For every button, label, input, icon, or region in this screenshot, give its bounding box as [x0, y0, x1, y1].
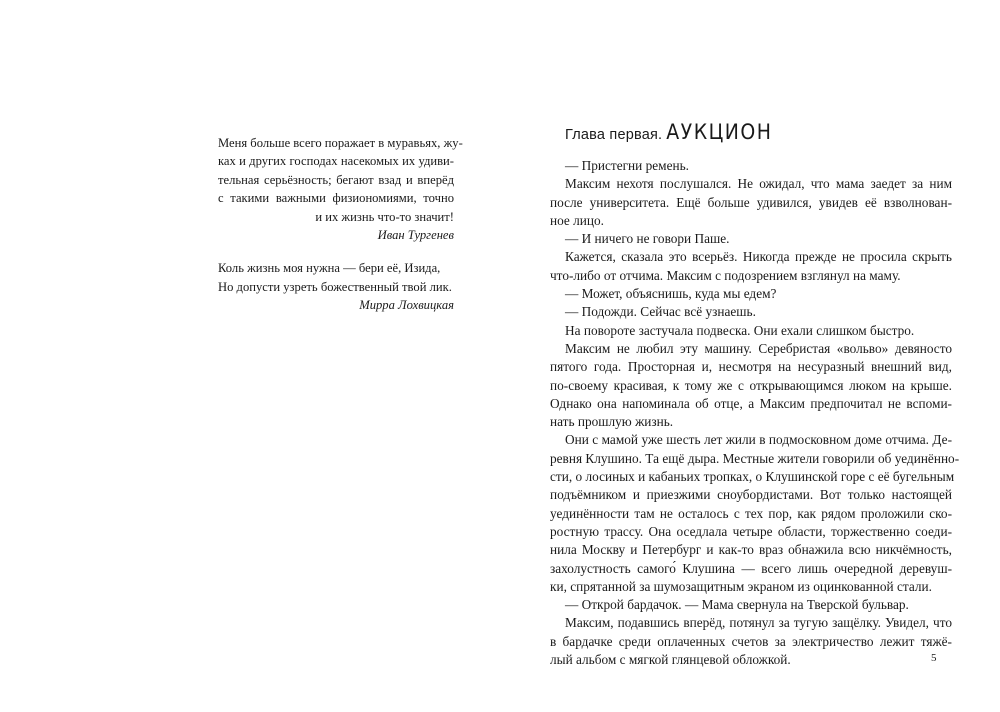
epigraph-line: Но допусти узреть божественный твой лик.	[218, 279, 452, 294]
text-line: Максим, подавшись вперёд, потянул за тугую защёлку. Увидел, что	[565, 615, 952, 631]
epigraph-spacer	[218, 244, 454, 259]
epigraph-line: ках и других господах насекомых их удиви-	[218, 154, 454, 169]
text-line: ростную трассу. Она оседлала четыре области, торжественно соеди-	[550, 523, 952, 539]
text-line: ки, спрятанной за шумозащитным экраном из оцинкованной стали.	[550, 578, 932, 594]
chapter-text	[550, 157, 960, 669]
text-line: — Открой бардачок. — Мама свернула на Тверской бульвар.	[565, 597, 909, 613]
chapter-prefix: Глава первая.	[565, 127, 663, 143]
epigraph-line: и их жизнь что-то значит!	[315, 209, 454, 224]
epigraph-turgenev	[218, 134, 463, 244]
text-line: нила Москву и Петербург и как-то враз обнажила всю никчёмность,	[550, 542, 952, 558]
text-line: Они с мамой уже шесть лет жили в подмосковном доме отчима. Де-	[565, 432, 952, 448]
epigraph-author: Мирра Лохвицкая	[359, 298, 454, 313]
epigraph-line: Меня больше всего поражает в муравьях, жу-	[218, 136, 463, 150]
text-line: уединённости там не осталось с тех пор, как рядом проложили ско-	[550, 505, 952, 521]
text-line: Максим нехотя послушался. Не ожидал, что мама заедет за ним	[565, 176, 952, 192]
epigraph-line: с такими важными физиономиями, точно	[218, 191, 454, 206]
right-page	[500, 0, 1000, 712]
epigraphs	[218, 134, 463, 315]
text-line: нать прошлую жизнь.	[550, 414, 674, 430]
epigraph-author: Иван Тургенев	[377, 228, 454, 243]
text-line: ное лицо.	[550, 212, 604, 228]
text-line: подъёмником и приезжими сноубордистами. Вот только настоящей	[550, 487, 952, 503]
text-line: Кажется, сказала это всерьёз. Никогда прежде не просила скрыть	[565, 249, 952, 265]
epigraph-line: Коль жизнь моя нужна — бери её, Изида,	[218, 261, 441, 276]
page-number: 5	[931, 652, 937, 664]
text-line: ревня Клушино. Та ещё дыра. Местные жители говорили об уединённо-	[550, 450, 960, 466]
text-line: Максим не любил эту машину. Серебристая «вольво» девяносто	[565, 340, 952, 356]
text-line: по-своему красивая, к тому же с открывающимся люком на крыше.	[550, 377, 952, 393]
text-line: — Может, объяснишь, куда мы едем?	[565, 286, 777, 302]
text-line: — Пристегни ремень.	[565, 158, 689, 173]
text-line: пятого года. Просторная и, несмотря на несуразный внешний вид,	[550, 359, 952, 375]
text-line: захолустность самого́ Клушина — всего лишь очередной деревуш-	[550, 560, 952, 576]
text-line: в бардачке среди оплаченных счетов за электричество лежит тяжё-	[550, 633, 952, 649]
text-line: Однако она напоминала об отце, а Максим предпочитал не вспоми-	[550, 395, 952, 411]
chapter-heading	[565, 120, 773, 144]
text-line: что-либо от отчима. Максим с подозрением взглянул на маму.	[550, 267, 901, 283]
text-line: лый альбом с мягкой глянцевой обложкой.	[550, 652, 791, 668]
chapter-title: АУКЦИОН	[666, 120, 773, 144]
text-line: сти, о лосиных и кабаньих тропках, о Клушинской горе с её бугельным	[550, 469, 955, 485]
text-line: — Подожди. Сейчас всё узнаешь.	[565, 304, 756, 320]
epigraph-line: тельная серьёзность; бегают взад и вперёд	[218, 172, 454, 187]
epigraph-lokhvitskaya	[218, 259, 454, 314]
text-line: после университета. Ещё больше удивился, увидев её взволнован-	[550, 194, 952, 210]
text-line: — И ничего не говори Паше.	[565, 231, 730, 247]
text-line: На повороте застучала подвеска. Они ехали слишком быстро.	[565, 322, 915, 338]
